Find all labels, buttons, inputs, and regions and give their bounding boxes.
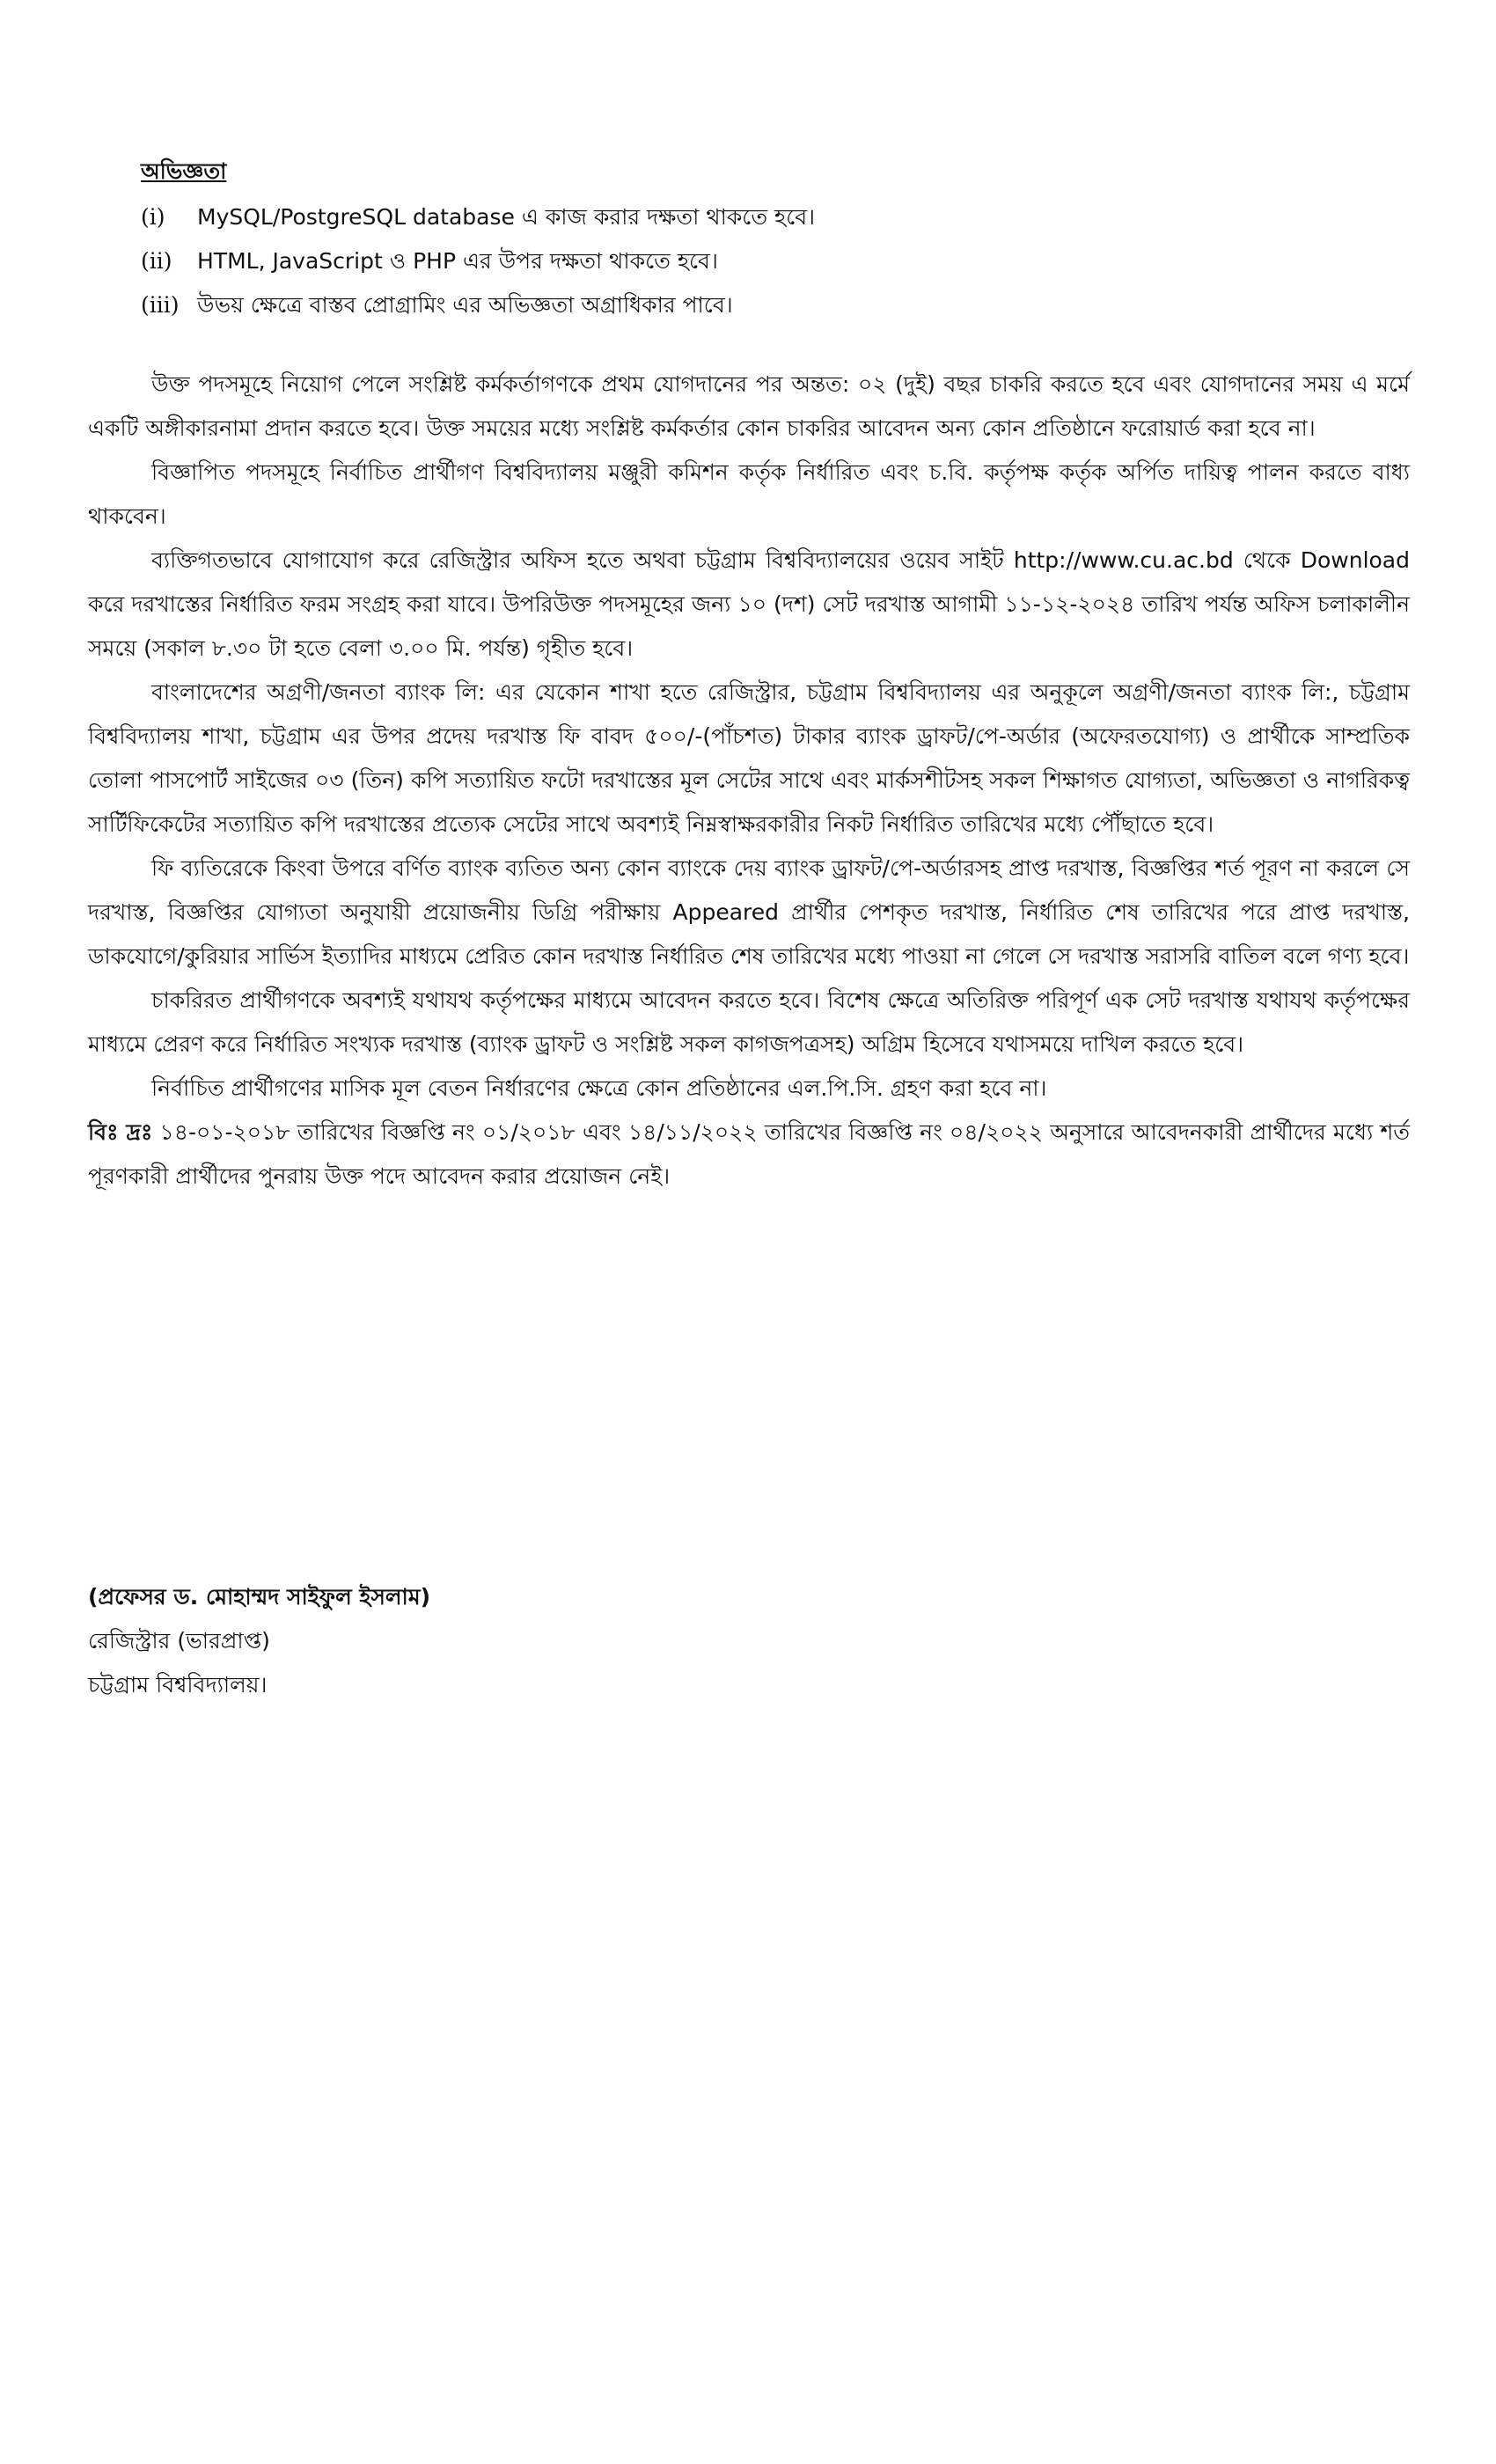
paragraph-salary-lpc: নির্বাচিত প্রার্থীগণের মাসিক মূল বেতন নির্ধারণের ক্ষেত্রে কোন প্রতিষ্ঠানের এল.পি.সি. গ্রহণ করা হবে না। [151, 1075, 1047, 1101]
signatory-title: রেজিস্ট্রার (ভারপ্রাপ্ত) [88, 1628, 270, 1654]
paragraph-service-bond: উক্ত পদসমূহে নিয়োগ পেলে সংশ্লিষ্ট কর্মকর্তাগণকে প্রথম যোগদানের পর অন্তত: ০২ (দুই) বছর চাকরি করতে হবে এবং যোগদানের সময় এ মর্মে একটি অঙ্গীকারনামা প্রদান করতে হবে। উক্ত সময়ের মধ্যে সংশ্লিষ্ট কর্মকর্তার কোন চাকরির আবেদন অন্য কোন প্রতিষ্ঠানে ফরোয়ার্ড করা হবে না। [88, 371, 1410, 441]
list-item-text: উভয় ক্ষেত্রে বাস্তব প্রোগ্রামিং এর অভিজ্ঞতা অগ্রাধিকার পাবে। [197, 292, 733, 318]
list-item-number: (i) [141, 204, 165, 230]
list-item [141, 283, 1410, 327]
notice-document [88, 150, 1410, 1199]
list-item-text: HTML, JavaScript ও PHP এর উপর দক্ষতা থাকতে হবে। [197, 248, 718, 274]
list-item [141, 239, 1410, 283]
experience-heading: অভিজ্ঞতা [141, 158, 227, 184]
paragraph-rejection-rules: ফি ব্যতিরেকে কিংবা উপরে বর্ণিত ব্যাংক ব্যতিত অন্য কোন ব্যাংকে দেয় ব্যাংক ড্রাফট/পে-অর্ডারসহ প্রাপ্ত দরখাস্ত, বিজ্ঞপ্তির শর্ত পূরণ না করলে সে দরখাস্ত, বিজ্ঞপ্তির যোগ্যতা অনুযায়ী প্রয়োজনীয় ডিগ্রি পরীক্ষায় Appeared প্রার্থীর পেশকৃত দরখাস্ত, নির্ধারিত শেষ তারিখের পরে প্রাপ্ত দরখাস্ত, ডাকযোগে/কুরিয়ার সার্ভিস ইত্যাদির মাধ্যমে প্রেরিত কোন দরখাস্ত নির্ধারিত শেষ তারিখের মধ্যে পাওয়া না গেলে সে দরখাস্ত সরাসরি বাতিল বলে গণ্য হবে। [88, 855, 1410, 969]
paragraph-employed-candidates: চাকরিরত প্রার্থীগণকে অবশ্যই যথাযথ কর্তৃপক্ষের মাধ্যমে আবেদন করতে হবে। বিশেষ ক্ষেত্রে অতিরিক্ত পরিপূর্ণ এক সেট দরখাস্ত যথাযথ কর্তৃপক্ষের মাধ্যমে প্রেরণ করে নির্ধারিত সংখ্যক দরখাস্ত (ব্যাংক ড্রাফট ও সংশ্লিষ্ট সকল কাগজপত্রসহ) অগ্রিম হিসেবে যথাসময়ে দাখিল করতে হবে। [88, 987, 1410, 1057]
signature-block [88, 1575, 430, 1707]
paragraph-fee-documents: বাংলাদেশের অগ্রণী/জনতা ব্যাংক লি: এর যেকোন শাখা হতে রেজিস্ট্রার, চট্টগ্রাম বিশ্ববিদ্যালয় এর অনুকূলে অগ্রণী/জনতা ব্যাংক লি:, চট্টগ্রাম বিশ্ববিদ্যালয় শাখা, চট্টগ্রাম এর উপর প্রদেয় দরখাস্ত ফি বাবদ ৫০০/-(পাঁচশত) টাকার ব্যাংক ড্রাফট/পে-অর্ডার (অফেরতযোগ্য) ও প্রার্থীকে সাম্প্রতিক তোলা পাসপোর্ট সাইজের ০৩ (তিন) কপি সত্যায়িত ফটো দরখাস্তের মূল সেটের সাথে এবং মার্কসশীটসহ সকল শিক্ষাগত যোগ্যতা, অভিজ্ঞতা ও নাগরিকত্ব সার্টিফিকেটের সত্যায়িত কপি দরখাস্তের প্রত্যেক সেটের সাথে অবশ্যই নিম্নস্বাক্ষরকারীর নিকট নির্ধারিত তারিখের মধ্যে পৌঁছাতে হবে। [88, 679, 1410, 837]
body-paragraphs [88, 363, 1410, 1199]
paragraph-duties: বিজ্ঞাপিত পদসমূহে নির্বাচিত প্রার্থীগণ বিশ্ববিদ্যালয় মঞ্জুরী কমিশন কর্তৃক নির্ধারিত এবং চ.বি. কর্তৃপক্ষ কর্তৃক অর্পিত দায়িত্ব পালন করতে বাধ্য থাকবেন। [88, 459, 1410, 529]
list-item [141, 195, 1410, 239]
list-item-number: (ii) [141, 248, 172, 274]
signatory-name: (প্রফেসর ড. মোহাম্মদ সাইফুল ইসলাম) [88, 1584, 431, 1610]
experience-list [88, 195, 1410, 327]
note-paragraph [88, 1111, 1410, 1199]
list-item-number: (iii) [141, 292, 180, 318]
note-text: ১৪-০১-২০১৮ তারিখের বিজ্ঞপ্তি নং ০১/২০১৮ এবং ১৪/১১/২০২২ তারিখের বিজ্ঞপ্তি নং ০৪/২০২২ অনুসারে আবেদনকারী প্রার্থীদের মধ্যে শর্ত পূরণকারী প্রার্থীদের পুনরায় উক্ত পদে আবেদন করার প্রয়োজন নেই। [88, 1119, 1410, 1189]
paragraph-application-form: ব্যক্তিগতভাবে যোগাযোগ করে রেজিস্ট্রার অফিস হতে অথবা চট্টগ্রাম বিশ্ববিদ্যালয়ের ওয়েব সাইট http://www.cu.ac.bd থেকে Download করে দরখাস্তের নির্ধারিত ফরম সংগ্রহ করা যাবে। উপরিউক্ত পদসমূহের জন্য ১০ (দশ) সেট দরখাস্ত আগামী ১১-১২-২০২৪ তারিখ পর্যন্ত অফিস চলাকালীন সময়ে (সকাল ৮.৩০ টা হতে বেলা ৩.০০ মি. পর্যন্ত) গৃহীত হবে। [88, 547, 1410, 661]
signatory-institution: চট্টগ্রাম বিশ্ববিদ্যালয়। [88, 1672, 268, 1698]
list-item-text: MySQL/PostgreSQL database এ কাজ করার দক্ষতা থাকতে হবে। [197, 204, 816, 230]
note-label: বিঃ দ্রঃ [88, 1119, 153, 1145]
